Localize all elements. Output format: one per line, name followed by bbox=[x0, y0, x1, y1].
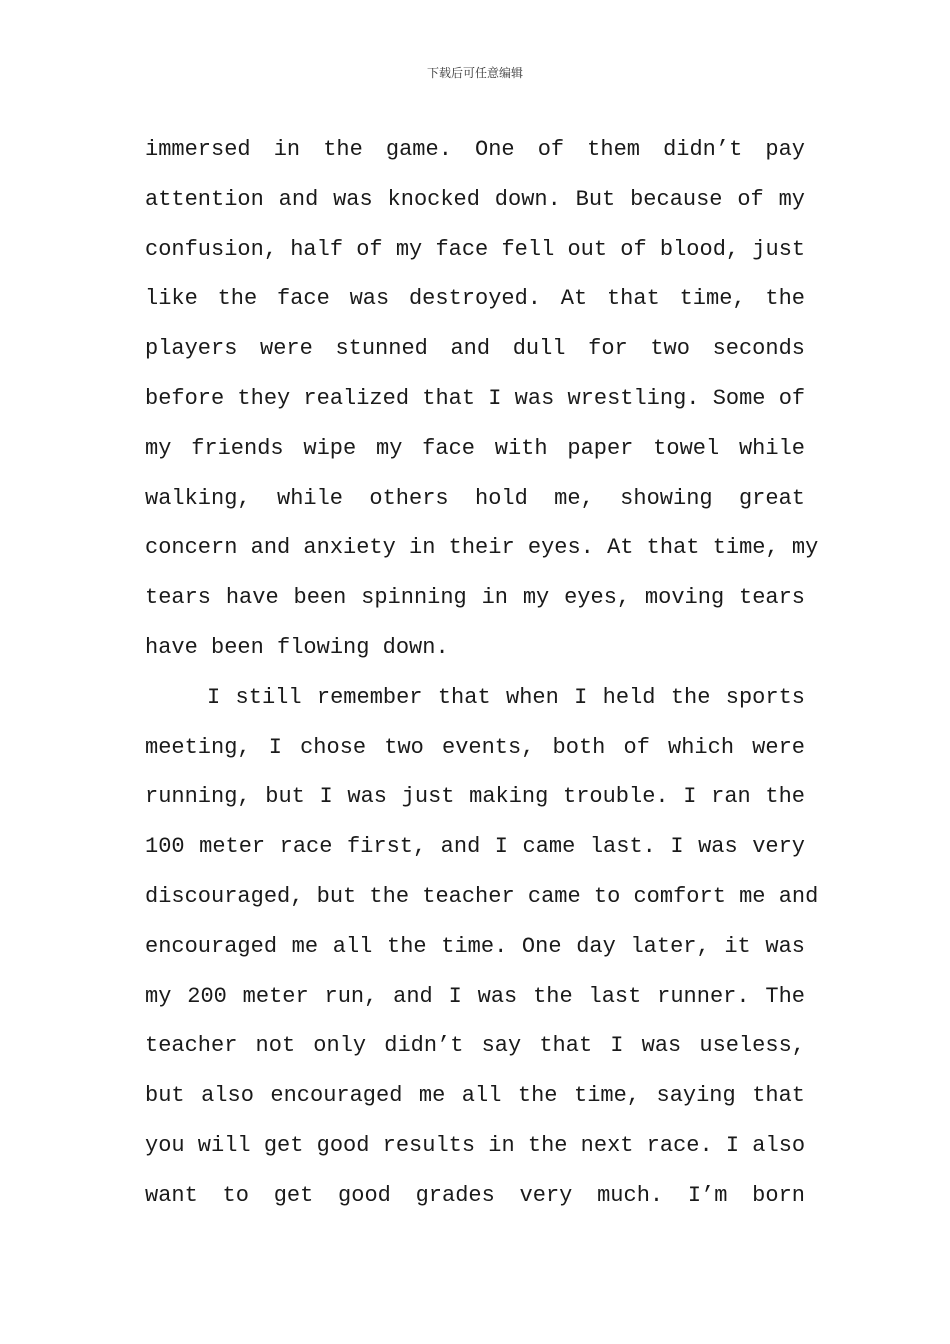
text-line: discouraged, but the teacher came to comfort me and bbox=[145, 883, 819, 909]
text-line: my 200 meter run, and I was the last runner. The bbox=[145, 983, 805, 1009]
text-line: meeting, I chose two events, both of which were bbox=[145, 734, 805, 760]
text-line: teacher not only didn’t say that I was useless, bbox=[145, 1033, 805, 1059]
text-line: have been flowing down. bbox=[145, 634, 449, 660]
text-line: walking, while others hold me, showing great bbox=[145, 485, 805, 511]
text-line: confusion, half of my face fell out of blood, just bbox=[145, 236, 806, 262]
page-header: 下载后可任意编辑 bbox=[426, 66, 523, 80]
text-line: I still remember that when I held the sports bbox=[207, 684, 805, 710]
text-line: players were stunned and dull for two seconds bbox=[145, 336, 805, 362]
text-line: want to get good grades very much. I’m born bbox=[145, 1182, 805, 1208]
text-line: concern and anxiety in their eyes. At that time, my bbox=[145, 535, 819, 561]
text-line: but also encouraged me all the time, saying that bbox=[145, 1083, 805, 1109]
text-line: encouraged me all the time. One day later, it was bbox=[145, 933, 805, 959]
text-line: my friends wipe my face with paper towel while bbox=[145, 435, 805, 461]
text-line: you will get good results in the next race. I also bbox=[145, 1132, 806, 1158]
paragraph-2 bbox=[145, 673, 819, 1221]
paragraph-1 bbox=[145, 125, 819, 673]
text-line: before they realized that I was wrestling. Some of bbox=[145, 385, 806, 411]
document-body bbox=[145, 125, 819, 1221]
text-line: running, but I was just making trouble. I ran the bbox=[145, 784, 805, 810]
text-line: immersed in the game. One of them didn’t pay bbox=[145, 137, 805, 162]
text-line: tears have been spinning in my eyes, moving tears bbox=[145, 585, 805, 611]
text-line: attention and was knocked down. But because of my bbox=[145, 186, 805, 212]
text-line: like the face was destroyed. At that time, the bbox=[145, 286, 805, 312]
text-line: 100 meter race first, and I came last. I was very bbox=[145, 834, 805, 860]
